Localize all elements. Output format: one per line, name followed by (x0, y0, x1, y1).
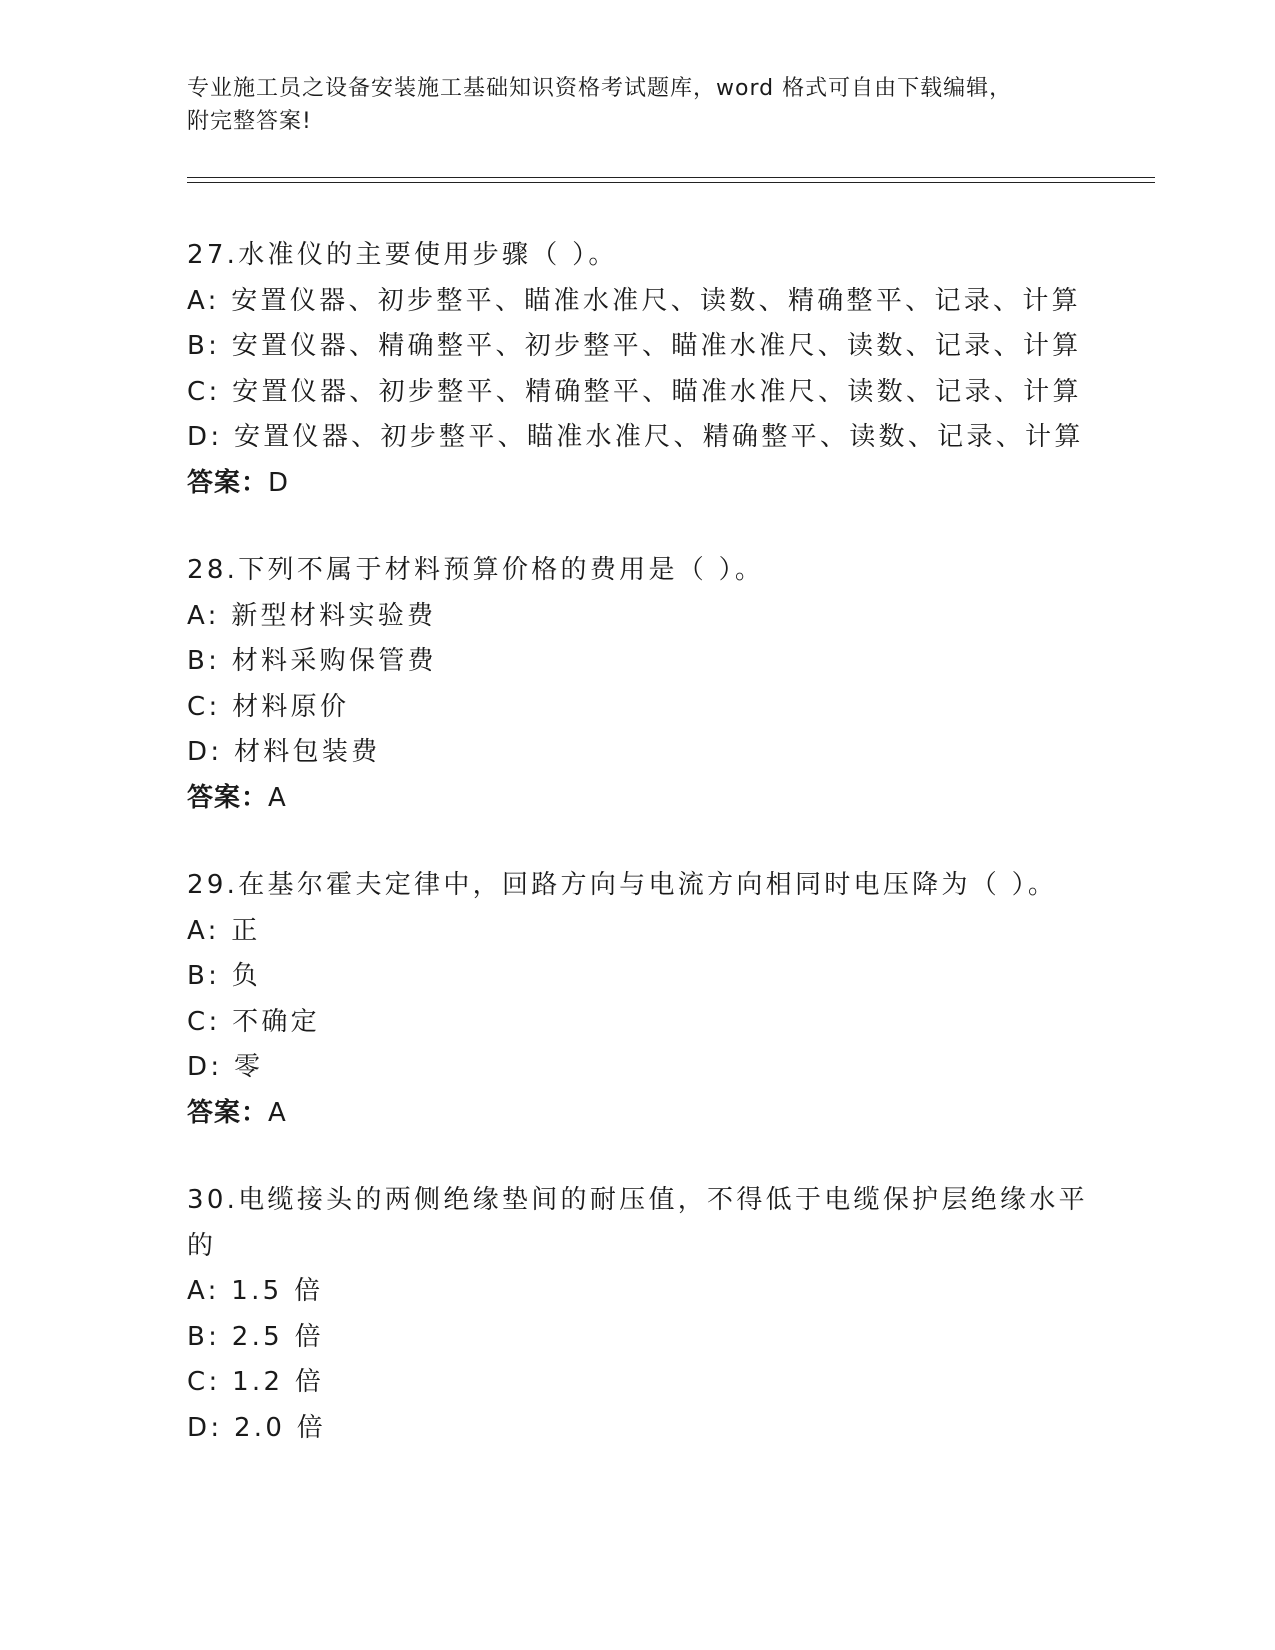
answer-line (187, 1091, 1087, 1137)
answer-line (187, 776, 1087, 822)
option-b: B: 2.5 倍 (187, 1321, 324, 1352)
option-c: C: 材料原价 (187, 691, 350, 722)
option-a: A: 正 (187, 915, 261, 946)
answer-value: D (268, 467, 290, 498)
option-c: C: 安置仪器、初步整平、精确整平、瞄准水准尺、读数、记录、计算 (187, 376, 1082, 407)
header-divider-top (187, 177, 1155, 178)
option-c: C: 不确定 (187, 1006, 320, 1037)
question-text-continued: 的 (187, 1230, 217, 1261)
option-b: B: 材料采购保管费 (187, 646, 437, 676)
header-line-2: 附完整答案! (187, 109, 312, 134)
option-b: B: 安置仪器、精确整平、初步整平、瞄准水准尺、读数、记录、计算 (187, 331, 1082, 361)
answer-label: 答案： (187, 467, 269, 498)
answer-value: A (268, 1097, 287, 1128)
option-a: A: 安置仪器、初步整平、瞄准水准尺、读数、精确整平、记录、计算 (187, 285, 1081, 316)
option-a: A: 新型材料实验费 (187, 600, 437, 631)
question-27 (187, 233, 1087, 506)
document-header (187, 72, 1067, 138)
header-divider-bottom (187, 182, 1155, 183)
answer-label: 答案： (187, 1097, 269, 1128)
question-30 (187, 1178, 1087, 1451)
answer-label: 答案： (187, 782, 269, 813)
option-d: D: 安置仪器、初步整平、瞄准水准尺、精确整平、读数、记录、计算 (187, 422, 1084, 452)
option-d: D: 零 (187, 1052, 264, 1082)
option-a: A: 1.5 倍 (187, 1276, 324, 1306)
answer-line (187, 461, 1087, 507)
option-c: C: 1.2 倍 (187, 1367, 325, 1397)
question-28 (187, 548, 1087, 821)
question-29 (187, 863, 1087, 1136)
question-text: 27.水准仪的主要使用步骤（ ）。 (187, 240, 618, 270)
header-line-1: 专业施工员之设备安装施工基础知识资格考试题库，word 格式可自由下载编辑， (187, 76, 1013, 101)
option-b: B: 负 (187, 961, 262, 991)
question-list (187, 233, 1087, 1493)
question-text: 28.下列不属于材料预算价格的费用是（ ）。 (187, 555, 765, 585)
question-text: 30.电缆接头的两侧绝缘垫间的耐压值，不得低于电缆保护层绝缘水平 (187, 1185, 1088, 1215)
answer-value: A (268, 782, 287, 813)
question-text: 29.在基尔霍夫定律中，回路方向与电流方向相同时电压降为（ ）。 (187, 870, 1058, 900)
option-d: D: 2.0 倍 (187, 1412, 327, 1443)
option-d: D: 材料包装费 (187, 737, 381, 767)
